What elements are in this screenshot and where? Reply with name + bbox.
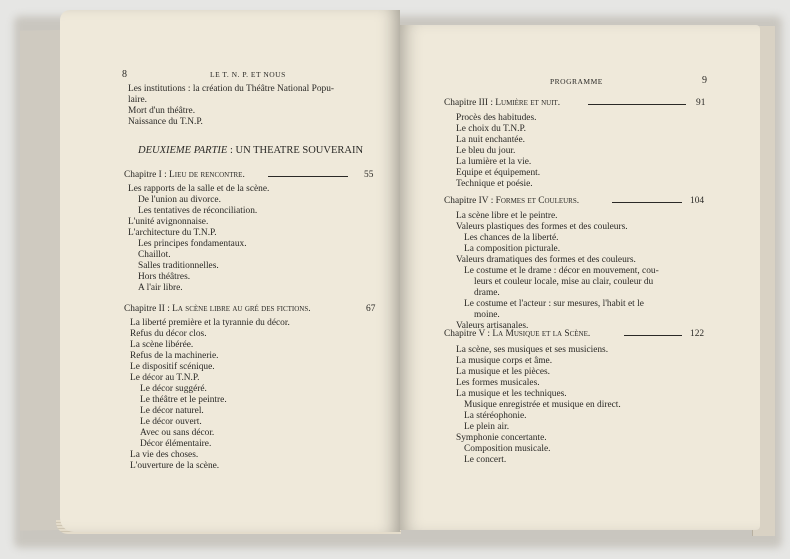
part-title-italic: DEUXIEME PARTIE bbox=[138, 145, 228, 156]
toc-item: Le choix du T.N.P. bbox=[456, 124, 526, 134]
toc-item: La scène libre et le peintre. bbox=[456, 211, 558, 221]
toc-item: L'ouverture de la scène. bbox=[130, 461, 220, 471]
left-running-head: LE T. N. P. ET NOUS bbox=[210, 70, 286, 79]
toc-item: La musique et les techniques. bbox=[456, 389, 567, 399]
chapter-heading bbox=[444, 329, 590, 340]
toc-item: Le concert. bbox=[464, 455, 507, 465]
chapter-heading bbox=[124, 170, 245, 181]
toc-item: Les formes musicales. bbox=[456, 378, 540, 388]
toc-item: Les chances de la liberté. bbox=[464, 233, 559, 243]
toc-item: Le décor au T.N.P. bbox=[130, 373, 200, 383]
toc-item: L'architecture du T.N.P. bbox=[128, 228, 217, 238]
chapter-label: Chapitre III : bbox=[444, 98, 496, 108]
part-title-rest: : UN THEATRE SOUVERAIN bbox=[227, 145, 364, 156]
toc-item: Valeurs artisanales. bbox=[456, 321, 529, 331]
toc-item: La lumière et la vie. bbox=[456, 157, 532, 167]
chapter-heading bbox=[444, 196, 579, 207]
toc-item: Le costume et l'acteur : sur mesures, l'habit et le bbox=[464, 299, 644, 309]
toc-item: Le costume et le drame : décor en mouvement, cou- bbox=[464, 266, 659, 276]
toc-item: Le bleu du jour. bbox=[456, 146, 516, 156]
toc-item: Valeurs dramatiques des formes et des couleurs. bbox=[456, 255, 636, 265]
leader-rule bbox=[588, 104, 686, 105]
intro-line: Naissance du T.N.P. bbox=[128, 117, 203, 127]
toc-item: Musique enregistrée et musique en direct. bbox=[464, 400, 621, 410]
chapter-page: 122 bbox=[690, 329, 705, 339]
chapter-heading bbox=[124, 304, 311, 315]
toc-item: Décor élémentaire. bbox=[140, 439, 212, 449]
chapter-label: Chapitre II : bbox=[124, 304, 173, 314]
toc-item: A l'air libre. bbox=[138, 283, 183, 293]
leader-rule bbox=[624, 335, 682, 336]
toc-item: Composition musicale. bbox=[464, 444, 551, 454]
toc-item: Technique et poésie. bbox=[456, 179, 533, 189]
chapter-page: 67 bbox=[366, 304, 376, 314]
toc-item: Refus du décor clos. bbox=[130, 329, 207, 339]
right-running-head: PROGRAMME bbox=[550, 77, 603, 86]
toc-item: La stéréophonie. bbox=[464, 411, 527, 421]
intro-line: Mort d'un théâtre. bbox=[128, 106, 196, 116]
toc-item: Les rapports de la salle et de la scène. bbox=[128, 184, 270, 194]
toc-item: Hors théâtres. bbox=[138, 272, 191, 282]
chapter-label: Chapitre IV : bbox=[444, 196, 496, 206]
toc-item: La vie des choses. bbox=[130, 450, 199, 460]
toc-item: De l'union au divorce. bbox=[138, 195, 221, 205]
toc-item: Symphonie concertante. bbox=[456, 433, 547, 443]
toc-item: Salles traditionnelles. bbox=[138, 261, 219, 271]
leader-rule bbox=[612, 202, 682, 203]
toc-item: La liberté première et la tyrannie du décor. bbox=[130, 318, 290, 328]
chapter-name: Formes et Couleurs. bbox=[495, 196, 580, 206]
toc-item: La nuit enchantée. bbox=[456, 135, 525, 145]
toc-item: Le plein air. bbox=[464, 422, 510, 432]
chapter-page: 55 bbox=[364, 170, 374, 180]
chapter-page: 104 bbox=[690, 196, 705, 206]
chapter-name: Lumière et nuit. bbox=[495, 98, 561, 108]
toc-item: Le dispositif scénique. bbox=[130, 362, 215, 372]
leader-rule bbox=[268, 176, 348, 177]
part-title bbox=[138, 145, 363, 156]
left-page-number: 8 bbox=[122, 69, 127, 80]
toc-item: La scène libérée. bbox=[130, 340, 194, 350]
toc-item: Le théâtre et le peintre. bbox=[140, 395, 227, 405]
toc-item: Avec ou sans décor. bbox=[140, 428, 215, 438]
right-page bbox=[400, 25, 760, 530]
toc-item: Equipe et équipement. bbox=[456, 168, 541, 178]
toc-item: Les principes fondamentaux. bbox=[138, 239, 247, 249]
toc-item: leurs et couleur locale, mise au clair, couleur du bbox=[474, 277, 654, 287]
chapter-label: Chapitre V : bbox=[444, 329, 493, 339]
chapter-label: Chapitre I : bbox=[124, 170, 170, 180]
chapter-name: La Musique et la Scène. bbox=[492, 329, 591, 339]
toc-item: Les tentatives de réconciliation. bbox=[138, 206, 258, 216]
toc-item: Valeurs plastiques des formes et des couleurs. bbox=[456, 222, 628, 232]
chapter-page: 91 bbox=[696, 98, 706, 108]
right-page-number: 9 bbox=[702, 75, 707, 86]
left-page bbox=[60, 10, 400, 532]
toc-item: Refus de la machinerie. bbox=[130, 351, 219, 361]
toc-item: moine. bbox=[474, 310, 500, 320]
toc-item: La scène, ses musiques et ses musiciens. bbox=[456, 345, 609, 355]
toc-item: La musique corps et âme. bbox=[456, 356, 553, 366]
toc-item: Chaillot. bbox=[138, 250, 171, 260]
toc-item: Le décor ouvert. bbox=[140, 417, 202, 427]
toc-item: Procès des habitudes. bbox=[456, 113, 537, 123]
chapter-name: Lieu de rencontre. bbox=[169, 170, 245, 180]
intro-line: laire. bbox=[128, 95, 147, 105]
chapter-heading bbox=[444, 98, 560, 109]
chapter-name: La scène libre au gré des fictions. bbox=[172, 304, 311, 314]
toc-item: L'unité avignonnaise. bbox=[128, 217, 209, 227]
toc-item: drame. bbox=[474, 288, 500, 298]
toc-item: La musique et les pièces. bbox=[456, 367, 550, 377]
intro-line: Les institutions : la création du Théâtre National Popu- bbox=[128, 84, 335, 94]
toc-item: Le décor suggéré. bbox=[140, 384, 207, 394]
toc-item: Le décor naturel. bbox=[140, 406, 204, 416]
toc-item: La composition picturale. bbox=[464, 244, 561, 254]
